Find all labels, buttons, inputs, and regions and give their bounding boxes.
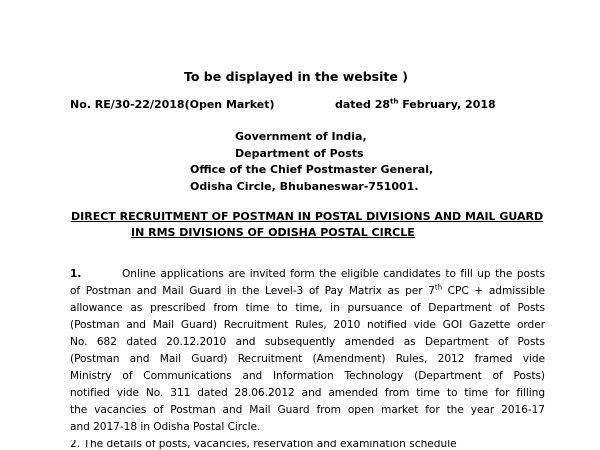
address-line-1: Government of India,: [235, 130, 367, 143]
notice-title-line-2: IN RMS DIVISIONS OF ODISHA POSTAL CIRCLE: [131, 226, 415, 239]
paragraph-line-6: (Postman and Mail Guard) Recruitment (Amendment) Rules, 2012 framed vide: [70, 353, 545, 365]
paragraph-line-8: notified vide No. 311 dated 28.06.2012 and amended from time to time for filling: [70, 387, 545, 399]
paragraph-line-3: allowance as prescribed from time to time, in pursuance of Department of Posts: [70, 302, 545, 314]
paragraph-line-7: Ministry of Communications and Information Technology (Department of Posts): [70, 370, 545, 382]
document-date: dated 28th February, 2018: [335, 97, 496, 111]
paragraph-number: 1.: [70, 268, 82, 280]
notice-title-line-1: DIRECT RECRUITMENT OF POSTMAN IN POSTAL DIVISIONS AND MAIL GUARD: [71, 210, 544, 223]
address-line-2: Department of Posts: [235, 147, 364, 160]
paragraph-line-4: (Postman and Mail Guard) Recruitment Rules, 2010 notified vide GOI Gazette order: [70, 319, 545, 331]
paragraph-line-10: and 2017-18 in Odisha Postal Circle.: [70, 421, 261, 433]
paragraph-line-1: 1. Online applications are invited form the eligible candidates to fill up the posts: [70, 268, 545, 280]
paragraph-line-2: of Postman and Mail Guard in the Level-3 of Pay Matrix as per 7th CPC + admissible: [70, 283, 545, 297]
address-line-4: Odisha Circle, Bhubaneswar-751001.: [190, 180, 419, 193]
paragraph-line-9: the vacancies of Postman and Mail Guard from open market for the year 2016-17: [70, 404, 545, 416]
reference-number: No. RE/30-22/2018(Open Market): [70, 98, 275, 111]
paragraph-line-5: No. 682 dated 20.12.2010 and subsequently amended as Department of Posts: [70, 336, 545, 348]
address-line-3: Office of the Chief Postmaster General,: [190, 163, 434, 176]
cut-off-next-line: 2. The details of posts, vacancies, reservation and examination schedule: [70, 440, 457, 450]
display-note: To be displayed in the website ): [184, 69, 408, 84]
